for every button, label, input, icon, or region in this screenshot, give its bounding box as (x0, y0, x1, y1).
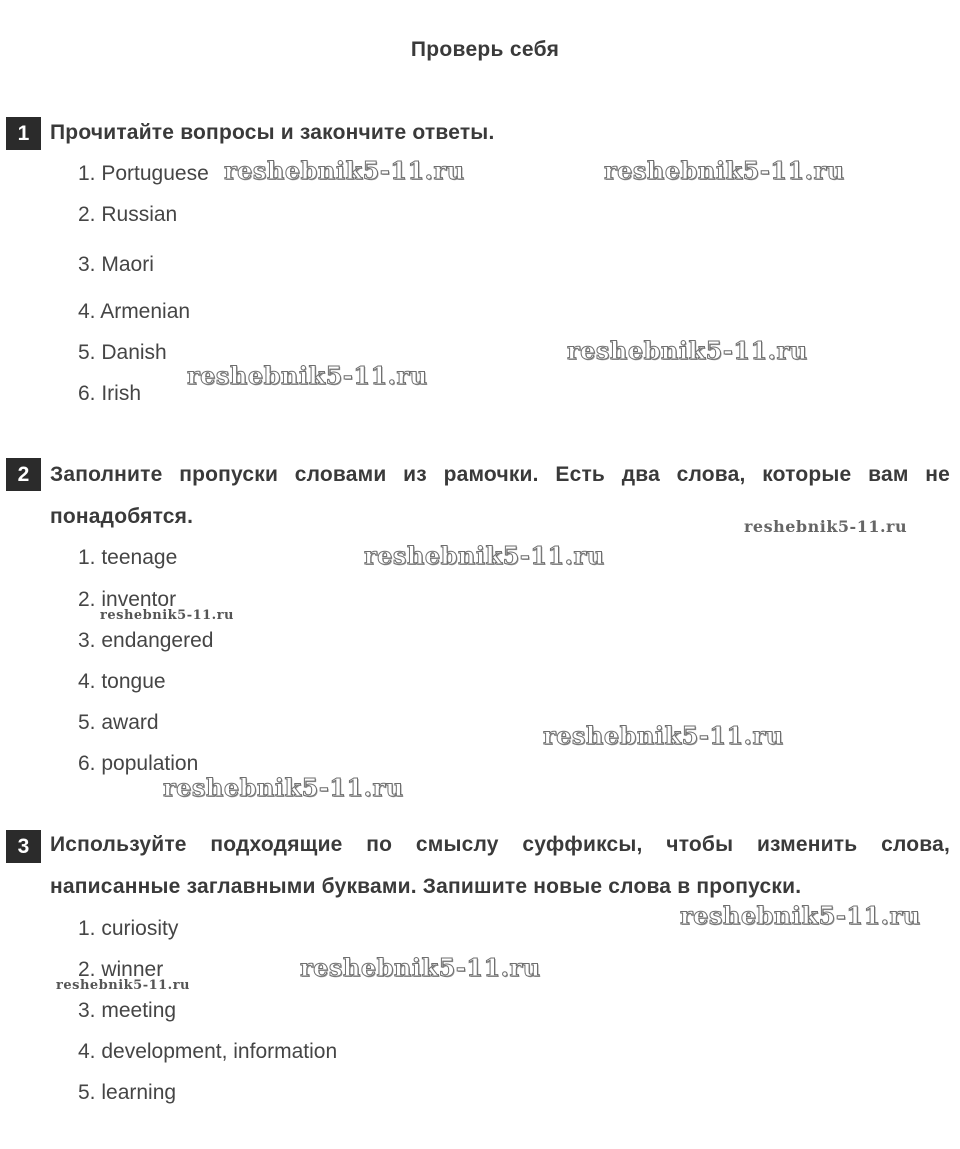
page-title: Проверь себя (410, 38, 560, 61)
watermark: reshebnik5-11.ru (543, 721, 784, 750)
answer-item: 5. award (78, 711, 159, 734)
answer-item: 2. winner (78, 958, 164, 981)
section-number-badge: 3 (6, 830, 41, 863)
watermark: reshebnik5-11.ru (224, 156, 465, 185)
watermark: reshebnik5-11.ru (567, 336, 808, 365)
answer-item: 4. development, information (78, 1040, 338, 1063)
watermark: reshebnik5-11.ru (604, 156, 845, 185)
section-instruction: Прочитайте вопросы и закончите ответы. (50, 121, 495, 144)
answer-item: 1. teenage (78, 546, 178, 569)
section-number-badge: 1 (6, 117, 41, 150)
answer-item: 3. Maori (78, 253, 154, 276)
watermark: reshebnik5-11.ru (100, 608, 235, 623)
answer-item: 5. learning (78, 1081, 177, 1104)
watermark: reshebnik5-11.ru (56, 978, 191, 993)
answer-item: 1. curiosity (78, 917, 179, 940)
answer-item: 6. Irish (78, 382, 142, 405)
section-number-badge: 2 (6, 458, 41, 491)
watermark: reshebnik5-11.ru (300, 953, 541, 982)
watermark: reshebnik5-11.ru (680, 901, 921, 930)
section-instruction: Используйте подходящие по смыслу суффиксы, чтобы изменить слова, написанные заглавными буквами. Запишите новые слова в пропуски. (50, 833, 950, 898)
answer-item: 4. Armenian (78, 300, 191, 323)
watermark: reshebnik5-11.ru (744, 517, 908, 536)
watermark: reshebnik5-11.ru (364, 541, 605, 570)
answer-item: 3. endangered (78, 629, 214, 652)
answer-item: 1. Portuguese (78, 162, 209, 185)
answer-item: 2. Russian (78, 203, 178, 226)
answer-item: 5. Danish (78, 341, 167, 364)
watermark: reshebnik5-11.ru (163, 773, 404, 802)
answer-item: 6. population (78, 752, 199, 775)
answer-item: 4. tongue (78, 670, 166, 693)
watermark: reshebnik5-11.ru (187, 361, 428, 390)
answer-item: 3. meeting (78, 999, 177, 1022)
section-instruction: Заполните пропуски словами из рамочки. Есть два слова, которые вам не понадобятся. (50, 463, 950, 528)
answer-item: 2. inventor (78, 588, 177, 611)
